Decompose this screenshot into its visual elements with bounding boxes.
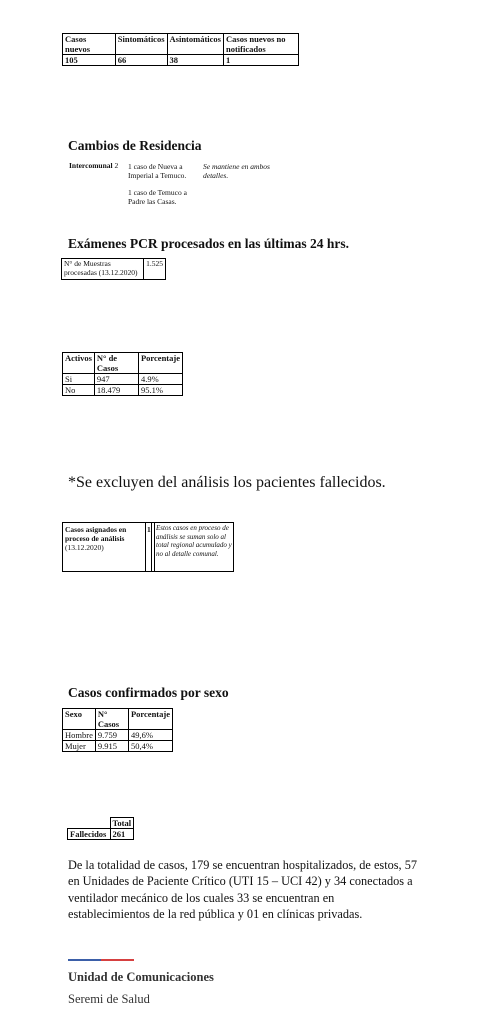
flag-red-stripe	[101, 959, 134, 961]
analysis-date: (13.12.2020)	[65, 543, 104, 552]
header-cell: Activos	[63, 353, 95, 374]
table-row	[63, 741, 173, 752]
value-cell: 50,4%	[128, 741, 172, 752]
analysis-value: 1	[147, 525, 151, 534]
footer-subtitle: Seremi de Salud	[68, 992, 150, 1006]
pcr-table	[61, 258, 166, 280]
flag-divider	[68, 959, 134, 961]
value-cell: 947	[94, 374, 138, 385]
sex-table	[62, 708, 173, 752]
table-row	[63, 55, 299, 66]
value-cell: No	[63, 385, 95, 396]
table-row	[63, 374, 183, 385]
deaths-table	[67, 817, 134, 840]
residence-entry-2: 1 caso de Temuco a Padre las Casas.	[128, 188, 187, 206]
header-cell: Casos nuevos no notificados	[224, 34, 299, 55]
analysis-box	[62, 522, 234, 572]
sex-title: Casos confirmados por sexo	[68, 685, 229, 700]
value-cell: Mujer	[63, 741, 96, 752]
value-cell: 66	[115, 55, 167, 66]
pcr-title: Exámenes PCR procesados en las últimas 24 hrs.	[68, 236, 350, 251]
value-cell: 1	[224, 55, 299, 66]
value-cell: 4.9%	[138, 374, 182, 385]
table-row	[63, 730, 173, 741]
value-cell: 49,6%	[128, 730, 172, 741]
deaths-value: 261	[110, 829, 134, 840]
residence-title: Cambios de Residencia	[68, 138, 202, 153]
value-cell: 95.1%	[138, 385, 182, 396]
flag-blue-stripe	[68, 959, 101, 961]
header-cell: Porcentaje	[128, 709, 172, 730]
analysis-note: Estos casos en proceso de análisis se suman solo al total regional acumulado y no al detalle comunal.	[156, 524, 232, 558]
table-header-row	[68, 818, 134, 829]
residence-note: Se mantiene en ambos detalles.	[203, 162, 270, 180]
header-cell: Asintomáticos	[167, 34, 223, 55]
header-cell: Porcentaje	[138, 353, 182, 374]
header-cell: Total	[110, 818, 134, 829]
header-cell: N° de Casos	[94, 353, 138, 374]
active-cases-table	[62, 352, 183, 396]
value-cell: 105	[63, 55, 116, 66]
header-cell: N° Casos	[95, 709, 128, 730]
residence-count: 2	[114, 161, 119, 170]
pcr-value: 1.525	[144, 259, 166, 280]
residence-entry-1: 1 caso de Nueva a Imperial a Temuco.	[128, 162, 187, 180]
table-row	[63, 385, 183, 396]
value-cell: Si	[63, 374, 95, 385]
hospitalization-paragraph: De la totalidad de casos, 179 se encuentran hospitalizados, de estos, 57 en Unidades de Paciente Crítico (UTI 15 – UCI 42) y 34 conectados a ventilador mecánico de los cuales 33 se encuentran en establecimientos de la red pública y 01 en clínicas privadas.	[68, 858, 417, 921]
table-header-row	[63, 353, 183, 374]
residence-type-label: Intercomunal 2	[69, 161, 119, 170]
footer-title: Unidad de Comunicaciones	[68, 970, 214, 984]
table-row	[68, 829, 134, 840]
new-cases-table	[62, 33, 299, 66]
table-header-row	[63, 34, 299, 55]
header-cell: Sexo	[63, 709, 96, 730]
value-cell: 38	[167, 55, 223, 66]
header-cell: Casos nuevos	[63, 34, 116, 55]
value-cell: 18.479	[94, 385, 138, 396]
table-row	[62, 259, 166, 280]
exclusion-note: *Se excluyen del análisis los pacientes fallecidos.	[68, 474, 386, 491]
table-header-row	[63, 709, 173, 730]
header-cell: Sintomáticos	[115, 34, 167, 55]
pcr-label: N° de Muestras procesadas (13.12.2020)	[62, 259, 144, 280]
value-cell: 9.915	[95, 741, 128, 752]
value-cell: 9.759	[95, 730, 128, 741]
analysis-label: Casos asignados en proceso de análisis (13.12.2020)	[65, 525, 127, 552]
value-cell: Hombre	[63, 730, 96, 741]
deaths-label: Fallecidos	[68, 829, 111, 840]
